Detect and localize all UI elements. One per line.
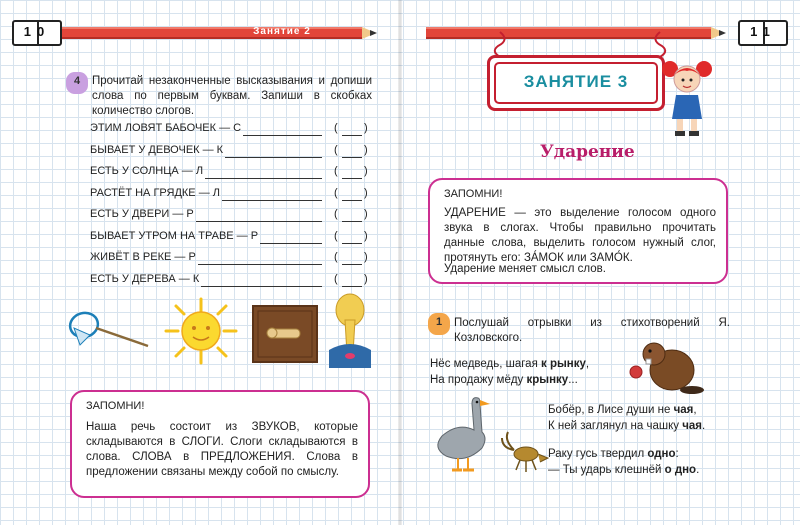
poem-line: Нёс медведь, шагая к рынку, bbox=[430, 358, 590, 370]
fill-in-prompt: ЕСТЬ У ДЕРЕВА — К bbox=[90, 272, 200, 285]
paren-open: ( bbox=[334, 272, 338, 285]
fill-in-prompt: РАСТЁТ НА ГРЯДКЕ — Л bbox=[90, 186, 220, 199]
lesson-title: ЗАНЯТИЕ 3 bbox=[523, 72, 629, 91]
paren-close: ) bbox=[364, 165, 368, 177]
answer-line[interactable] bbox=[222, 200, 322, 201]
fill-in-prompt: ЭТИМ ЛОВЯТ БАБОЧЕК — С bbox=[90, 122, 242, 134]
remember-text: Наша речь состоит из ЗВУКОВ, которые складываются в СЛОГИ. Слоги складываются в слова. СЛОВА в ПРЕДЛОЖЕНИЯ. Слова в предложении связаны между собой по смыслу. bbox=[86, 421, 358, 478]
poem-line: Раку гусь твердил одно: bbox=[548, 448, 679, 460]
paren-close: ) bbox=[364, 251, 368, 263]
paren-open: ( bbox=[334, 165, 338, 177]
remember-note: Ударение меняет смысл слов. bbox=[444, 263, 606, 275]
exercise-number-badge bbox=[66, 72, 88, 94]
fill-in-line bbox=[90, 165, 370, 181]
paren-close: ) bbox=[364, 143, 368, 156]
remember-text: УДАРЕНИЕ — это выделение голосом одного звука в слогах. Чтобы правильно прочитать данные слова, выделить голосом нужный слог, протянуть его: ЗА́МОК или ЗАМО́К. bbox=[444, 207, 716, 264]
fill-in-line bbox=[90, 187, 370, 203]
answer-line[interactable] bbox=[225, 157, 322, 158]
poem-goose bbox=[548, 446, 699, 478]
syllable-answer-line[interactable] bbox=[342, 286, 362, 287]
paren-close: ) bbox=[364, 208, 368, 220]
fill-in-prompt: БЫВАЕТ УТРОМ НА ТРАВЕ — Р bbox=[90, 229, 259, 242]
fill-in-line bbox=[90, 208, 370, 224]
answer-line[interactable] bbox=[198, 264, 322, 265]
fill-in-line bbox=[90, 144, 370, 160]
remember-box-right bbox=[428, 178, 728, 284]
paren-open: ( bbox=[334, 143, 338, 156]
syllable-answer-line[interactable] bbox=[342, 135, 362, 136]
answer-line[interactable] bbox=[201, 286, 322, 287]
paren-close: ) bbox=[364, 186, 368, 199]
poem-line: Бобёр, в Лисе души не чая, bbox=[548, 404, 697, 416]
paren-open: ( bbox=[334, 208, 338, 220]
paren-close: ) bbox=[364, 272, 368, 285]
pencil-header-left bbox=[62, 27, 380, 39]
remember-title: ЗАПОМНИ! bbox=[444, 188, 503, 200]
crayfish-icon bbox=[500, 428, 550, 474]
exercise-number: 1 bbox=[435, 316, 443, 328]
task-instructions: Прочитай незаконченные высказывания и допиши слова по первым буквам. Запиши в скобках количество слогов. bbox=[92, 75, 372, 117]
beaver-icon bbox=[626, 338, 706, 398]
page-number-text: 11 bbox=[750, 24, 776, 39]
syllable-answer-line[interactable] bbox=[342, 200, 362, 201]
door-handle-icon bbox=[252, 305, 318, 363]
poem-line: К ней заглянул на чашку чая. bbox=[548, 420, 706, 432]
page-number-right bbox=[738, 20, 788, 46]
paren-open: ( bbox=[334, 229, 338, 242]
paren-close: ) bbox=[364, 122, 368, 134]
fill-in-prompt: ЕСТЬ У ДВЕРИ — Р bbox=[90, 208, 194, 220]
answer-line[interactable] bbox=[196, 221, 322, 222]
syllable-answer-line[interactable] bbox=[342, 178, 362, 179]
goose-icon bbox=[428, 392, 494, 474]
fill-in-prompt: ЕСТЬ У СОЛНЦА — Л bbox=[90, 165, 204, 177]
paren-close: ) bbox=[364, 229, 368, 242]
girl-character-icon bbox=[662, 55, 712, 137]
paren-open: ( bbox=[334, 251, 338, 263]
exercise-number-badge bbox=[428, 313, 450, 335]
paren-open: ( bbox=[334, 186, 338, 199]
syllable-answer-line[interactable] bbox=[342, 221, 362, 222]
sun-icon bbox=[158, 295, 244, 367]
poem-line: — Ты ударь клешнёй о дно. bbox=[548, 464, 700, 476]
task-instructions: Послушай отрывки из стихотворений Я. Козловского. bbox=[454, 317, 730, 344]
fill-in-line bbox=[90, 122, 370, 138]
page-number-left bbox=[12, 20, 62, 46]
running-title: Занятие 2 bbox=[253, 26, 311, 37]
poem-beaver bbox=[548, 402, 705, 434]
syllable-answer-line[interactable] bbox=[342, 243, 362, 244]
fill-in-line bbox=[90, 230, 370, 246]
fill-in-line bbox=[90, 251, 370, 267]
answer-line[interactable] bbox=[243, 135, 322, 136]
syllable-answer-line[interactable] bbox=[342, 157, 362, 158]
fill-in-line bbox=[90, 273, 370, 289]
answer-line[interactable] bbox=[205, 178, 322, 179]
butterfly-net-icon bbox=[62, 300, 152, 355]
fill-in-prompt: БЫВАЕТ У ДЕВОЧЕК — К bbox=[90, 143, 224, 156]
poem-line: На продажу мёду крынку... bbox=[430, 374, 578, 386]
girl-braid-icon bbox=[325, 290, 375, 368]
remember-title: ЗАПОМНИ! bbox=[86, 400, 145, 412]
poem-bear bbox=[430, 356, 589, 388]
paren-open: ( bbox=[334, 122, 338, 134]
fill-in-prompt: ЖИВЁТ В РЕКЕ — Р bbox=[90, 251, 196, 263]
lesson-title-frame bbox=[487, 55, 665, 111]
syllable-answer-line[interactable] bbox=[342, 264, 362, 265]
topic-heading: Ударение bbox=[540, 142, 635, 162]
remember-box-left bbox=[70, 390, 370, 498]
exercise-number: 4 bbox=[73, 75, 81, 87]
page-number-text: 10 bbox=[23, 24, 51, 39]
answer-line[interactable] bbox=[260, 243, 322, 244]
